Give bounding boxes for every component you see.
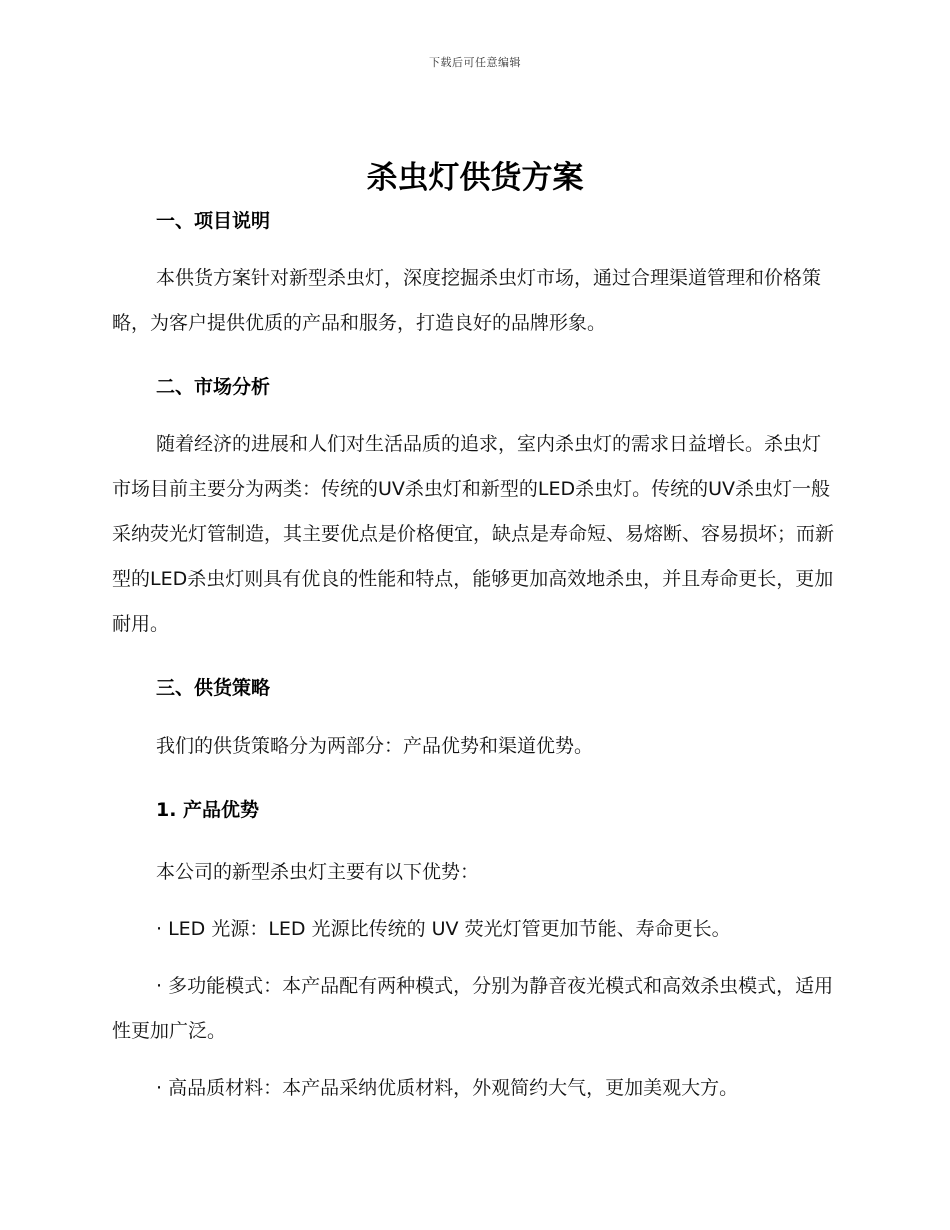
document-title: 杀虫灯供货方案	[366, 160, 584, 196]
bullet-item-modes: · 多功能模式：本产品配有两种模式，分别为静音夜光模式和高效杀虫模式，适用性更加广泛。	[112, 975, 834, 1042]
section-paragraph-supply: 我们的供货策略分为两部分：产品优势和渠道优势。	[156, 735, 594, 757]
section-heading-market: 二、市场分析	[156, 376, 271, 398]
bullet-item-led: · LED 光源：LED 光源比传统的 UV 荧光灯管更加节能、寿命更长。	[156, 918, 731, 940]
section-paragraph-market: 随着经济的进展和人们对生活品质的追求，室内杀虫灯的需求日益增长。杀虫灯市场目前主要分为两类：传统的UV杀虫灯和新型的LED杀虫灯。传统的UV杀虫灯一般采纳荧光灯管制造，其主要优点是价格便宜，缺点是寿命短、易熔断、容易损坏；而新型的LED杀虫灯则具有优良的性能和特点，能够更加高效地杀虫，并且寿命更长，更加耐用。	[112, 433, 835, 635]
section-heading-supply: 三、供货策略	[156, 677, 271, 699]
subsection-intro: 本公司的新型杀虫灯主要有以下优势：	[156, 861, 480, 883]
section-paragraph-project: 本供货方案针对新型杀虫灯，深度挖掘杀虫灯市场，通过合理渠道管理和价格策略，为客户提供优质的产品和服务，打造良好的品牌形象。	[112, 267, 822, 334]
subsection-heading-product: 1. 产品优势	[156, 799, 260, 821]
section-heading-project: 一、项目说明	[156, 210, 271, 232]
bullet-item-materials: · 高品质材料：本产品采纳优质材料，外观简约大气，更加美观大方。	[156, 1077, 739, 1099]
document-body	[112, 206, 834, 1111]
header-note: 下载后可任意编辑	[429, 56, 521, 69]
